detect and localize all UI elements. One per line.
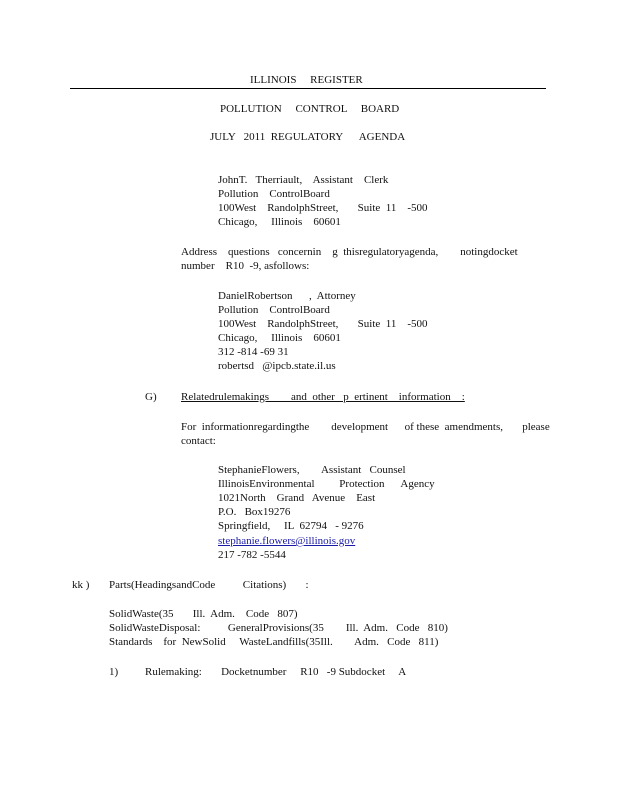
- register-title: ILLINOIS REGISTER: [250, 74, 363, 86]
- clerk-organization: Pollution ControlBoard: [218, 188, 330, 200]
- address-questions-line2: number R10 -9, asfollows:: [181, 260, 310, 272]
- section-kk-label: kk ): [72, 579, 90, 591]
- attorney-name: DanielRobertson , Attorney: [218, 290, 356, 302]
- section-g-heading: Relatedrulemakings and other p ertinent information :: [181, 391, 465, 403]
- counsel-agency: IllinoisEnvironmental Protection Agency: [218, 478, 435, 490]
- clerk-street: 100West RandolphStreet, Suite 11 -500: [218, 202, 428, 214]
- header-rule: [70, 88, 546, 89]
- agenda-title: JULY 2011 REGULATORY AGENDA: [210, 131, 406, 143]
- section-g-info-line2: contact:: [181, 435, 216, 447]
- counsel-email-link[interactable]: stephanie.flowers@illinois.gov: [218, 535, 356, 547]
- attorney-city: Chicago, Illinois 60601: [218, 332, 341, 344]
- board-title: POLLUTION CONTROL BOARD: [220, 103, 400, 115]
- counsel-city: Springfield, IL 62794 - 9276: [218, 520, 364, 532]
- clerk-city: Chicago, Illinois 60601: [218, 216, 341, 228]
- part-807: SolidWaste(35 Ill. Adm. Code 807): [109, 608, 298, 620]
- attorney-street: 100West RandolphStreet, Suite 11 -500: [218, 318, 428, 330]
- clerk-name: JohnT. Therriault, Assistant Clerk: [218, 174, 389, 186]
- counsel-name: StephanieFlowers, Assistant Counsel: [218, 464, 406, 476]
- address-questions-line1: Address questions concernin g thisregulatoryagenda, notingdocket: [181, 246, 518, 258]
- section-kk-heading: Parts(HeadingsandCode Citations) :: [109, 579, 309, 591]
- counsel-po-box: P.O. Box19276: [218, 506, 291, 518]
- counsel-phone: 217 -782 -5544: [218, 549, 286, 561]
- attorney-email: robertsd @ipcb.state.il.us: [218, 360, 336, 372]
- part-810: SolidWasteDisposal: GeneralProvisions(35 Ill. Adm. Code 810): [109, 622, 448, 634]
- item-1-label: 1): [109, 666, 119, 678]
- part-811: Standards for NewSolid WasteLandfills(35Ill. Adm. Code 811): [109, 636, 439, 648]
- counsel-street: 1021North Grand Avenue East: [218, 492, 376, 504]
- item-1-rulemaking: Rulemaking: Docketnumber R10 -9 Subdocket A: [145, 666, 407, 678]
- section-g-label: G): [145, 391, 157, 403]
- attorney-organization: Pollution ControlBoard: [218, 304, 330, 316]
- section-g-info-line1: For informationregardingthe development of these amendments, please: [181, 421, 550, 433]
- attorney-phone: 312 -814 -69 31: [218, 346, 289, 358]
